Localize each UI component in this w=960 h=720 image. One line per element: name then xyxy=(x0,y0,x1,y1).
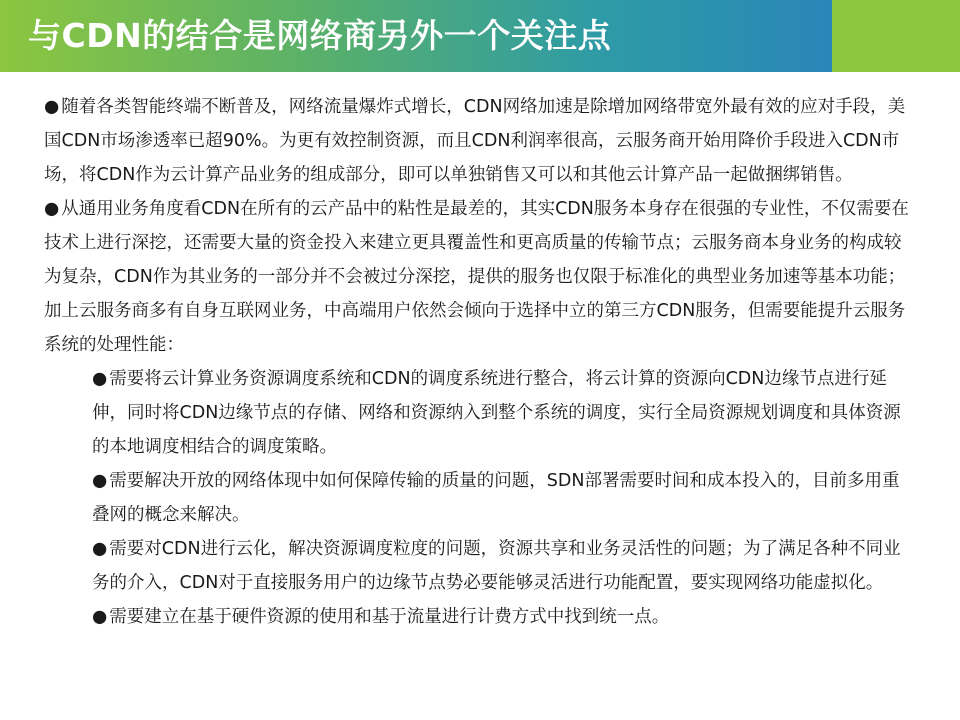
slide-title: 与CDN的结合是网络商另外一个关注点 xyxy=(28,16,612,55)
paragraph-text: 需要将云计算业务资源调度系统和CDN的调度系统进行整合，将云计算的资源向CDN边缘节点进行延伸，同时将CDN边缘节点的存储、网络和资源纳入到整个系统的调度，实行全局资源规划调度和具体资源的本地调度相结合的调度策略。 xyxy=(92,369,901,457)
paragraph-text: 随着各类智能终端不断普及，网络流量爆炸式增长，CDN网络加速是除增加网络带宽外最有效的应对手段，美国CDN市场渗透率已超90%。为更有效控制资源，而且CDN利润率很高，云服务商开始用降价手段进入CDN市场，将CDN作为云计算产品业务的组成部分，即可以单独销售又可以和其他云计算产品一起做捆绑销售。 xyxy=(44,97,906,185)
bullet-icon: ● xyxy=(92,539,108,559)
title-bar xyxy=(0,0,832,72)
sub-bullet-paragraph-3 xyxy=(92,532,912,600)
paragraph-text: 从通用业务角度看CDN在所有的云产品中的粘性是最差的，其实CDN服务本身存在很强的专业性，不仅需要在技术上进行深挖，还需要大量的资金投入来建立更具覆盖性和更高质量的传输节点；云服务商本身业务的构成较为复杂，CDN作为其业务的一部分并不会被过分深挖，提供的服务也仅限于标准化的典型业务加速等基本功能；加上云服务商多有自身互联网业务，中高端用户依然会倾向于选择中立的第三方CDN服务，但需要能提升云服务系统的处理性能： xyxy=(44,199,909,355)
bullet-icon: ● xyxy=(92,607,108,627)
bullet-icon: ● xyxy=(44,97,60,117)
sub-bullet-paragraph-4 xyxy=(92,600,912,634)
paragraph-text: 需要建立在基于硬件资源的使用和基于流量进行计费方式中找到统一点。 xyxy=(109,607,670,627)
paragraph-text: 需要对CDN进行云化，解决资源调度粒度的问题，资源共享和业务灵活性的问题；为了满足各种不同业务的介入，CDN对于直接服务用户的边缘节点势必要能够灵活进行功能配置，要实现网络功能虚拟化。 xyxy=(92,539,901,593)
bullet-icon: ● xyxy=(92,369,108,389)
slide-content xyxy=(44,90,914,634)
bullet-icon: ● xyxy=(44,199,60,219)
sub-bullet-paragraph-1 xyxy=(92,362,912,464)
sub-bullet-paragraph-2 xyxy=(92,464,912,532)
title-accent-block xyxy=(832,0,960,72)
bullet-paragraph-1 xyxy=(44,90,914,192)
bullet-icon: ● xyxy=(92,471,108,491)
bullet-paragraph-2 xyxy=(44,192,914,362)
paragraph-text: 需要解决开放的网络体现中如何保障传输的质量的问题，SDN部署需要时间和成本投入的，目前多用重叠网的概念来解决。 xyxy=(92,471,900,525)
